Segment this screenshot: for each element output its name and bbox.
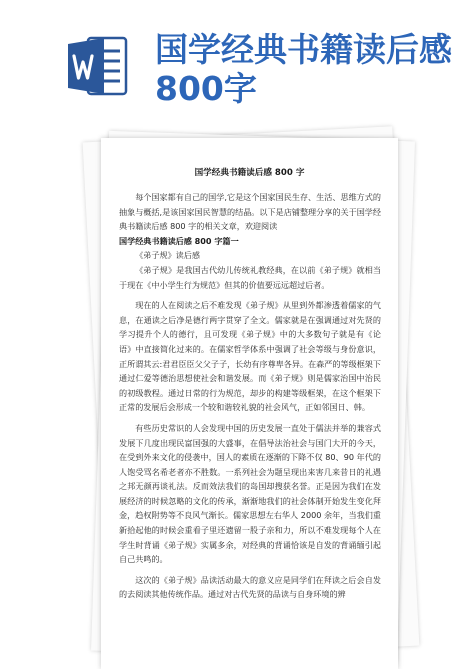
paragraph: 《弟子规》是我国古代幼儿传统礼教经典，在以前《弟子规》就相当于现在《中小学生行为规范》但其的价值要远远超过后者。 [119, 264, 381, 290]
paragraph: 《弟子规》读后感 [135, 250, 200, 261]
section-heading: 国学经典书籍读后感 800 字篇一 [119, 235, 239, 246]
paragraph: 现在的人在阅读之后不难发现《弟子规》从里到外都渗透着儒家的气息，在通读之后净是德行两字贯穿了全文。儒家就是在强调通过对先贤的学习提升个人的德行，且可发现《弟子规》中的大多数句子就是有《论语》中直接简化过来的。在儒家哲学体系中强调了社会等级与身份意识，正所谓其云:君君臣臣父父子子，长幼有序尊卑各异。在森严的等级框架下通过仁爱等德治思想使社会和谐发展。而《弟子规》则是儒家治国中治民的初级教程。通过日常的行为规范，却步的构建等级框架，在这个框架下正常的发展后会形成一个较和谐较礼貌的社会风气，正如邻国日、韩。 [119, 300, 381, 413]
document-title: 国学经典书籍读后感 800 字 [194, 168, 305, 178]
page-title: 国学经典书籍读后感800字 [155, 30, 452, 108]
document-body [119, 190, 381, 602]
document-page [101, 138, 398, 669]
paragraph: 有些历史常识的人会发现中国的历史发展一直处于儒法并举的兼容式发展下几度出现民富国强的大盛事，在倡导法治社会与国门大开的今天，在受到外来文化的侵袭中，国人的素质在逐渐的下降不仅 80、90 年代的人饱受骂名希老者亦不胜数。一系列社会为题呈现出来害几来昔日的礼遇之邦无颜再谈礼法。反而效法我们的岛国却搜获名誉。正是因为我们在发展经济的时候忽略的文化的传承，渐渐地我们的社会体制开始发生变化拜金，趋权附势等不良风气渐长。儒家思想左右华人 2000 余年，当我们重新拾起他的时候会重看子里还遗留一股子亲和力，所以不难发现每个人在学生时背诵《弟子规》实属多余，对经典的背诵恰该是自发的背诵缅引起自己共鸣的。 [119, 422, 381, 565]
paragraph: 每个国家都有自己的国学,它是这个国家国民生存、生活、思维方式的抽象与概括,是该国家国民智慧的结晶。以下是店铺整理分享的关于国学经典书籍读后感 800 字的相关文章，欢迎阅读 [119, 192, 381, 232]
paragraph: 这次的《弟子规》品读活动最大的意义应是同学们在拜读之后会自发的去阅读其他传统作品。通过对古代先贤的品读与自身环境的辨 [119, 574, 381, 600]
